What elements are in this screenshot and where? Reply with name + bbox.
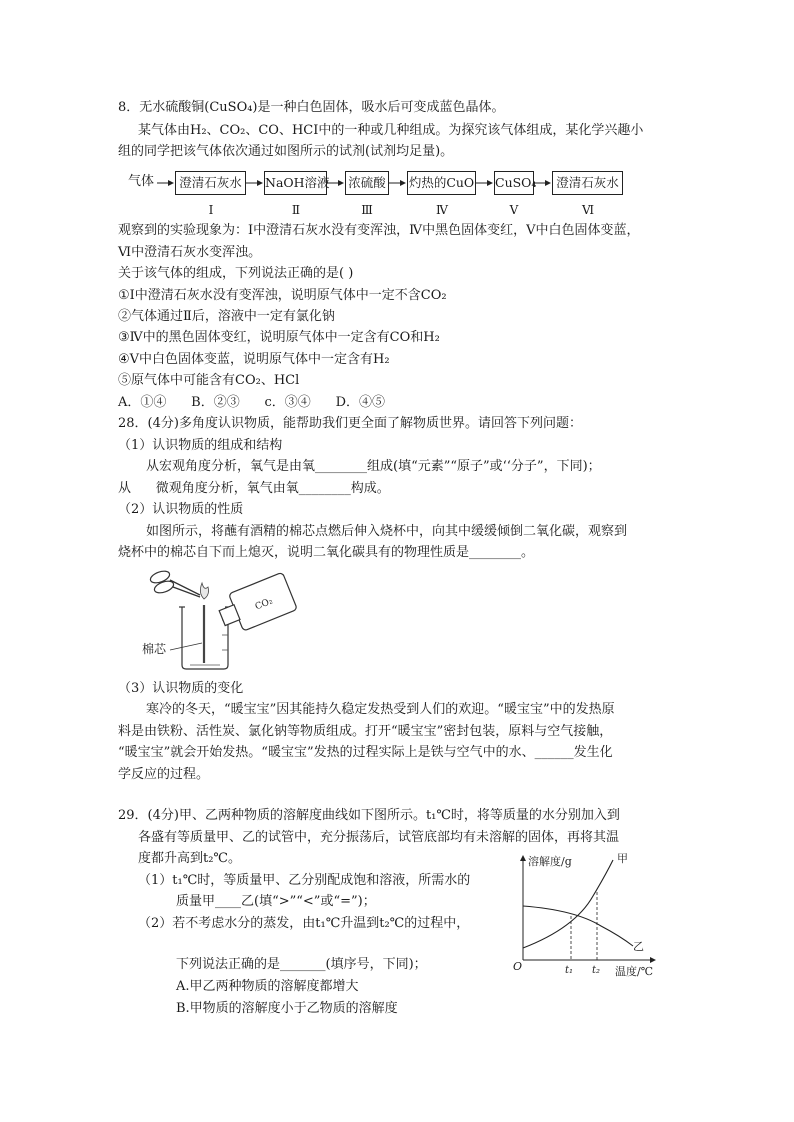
q28-text-line: “暖宝宝”就会开始发热。“暖宝宝”发热的过程实际上是铁与空气中的水、______发生化	[118, 745, 613, 760]
q8-intro: 8．无水硫酸铜(CuSO₄)是一种白色固体，吸水后可变成蓝色晶体。	[118, 100, 505, 115]
flame	[200, 583, 208, 599]
q8-text-line: 某气体由H₂、CO₂、CO、HCI中的一种或几种组成。为探究该气体组成，某化学兴趣小	[138, 123, 644, 138]
q28-heading-2: （2）认识物质的性质	[118, 502, 244, 517]
flow-numeral: Ⅳ	[436, 203, 448, 217]
flow-arrows	[0, 0, 794, 230]
q29-text-line: 各盛有等质量甲、乙的试管中，充分振荡后，试管底部均有未溶解的固体，再将其温	[138, 830, 620, 845]
q28-heading-1: （1）认识物质的组成和结构	[118, 438, 283, 453]
flow-gas-label: 气体	[128, 174, 155, 189]
y-axis-label: 溶解度/g	[528, 855, 572, 868]
flow-numeral: Ⅵ	[581, 203, 595, 217]
q28-text-line: 从宏观角度分析，氧气是由氧________组成(填“元素”“原子”或‘‘分子”，下同)；	[146, 459, 601, 474]
t1-label: t₁	[565, 965, 574, 976]
q29-sub2-cont: 下列说法正确的是_______(填序号，下同)；	[176, 957, 427, 972]
flow-numeral: Ⅱ	[291, 203, 301, 217]
curve-yi	[523, 906, 633, 946]
q28-text-line: 从 微观角度分析，氧气由氧________构成。	[118, 481, 390, 496]
q8-option-4: ④V中白色固体变蓝，说明原气体中一定含有H₂	[118, 352, 390, 367]
q28-heading-3: （3）认识物质的变化	[118, 681, 244, 696]
q28-text-line: 烧杯中的棉芯自下而上熄灭，说明二氧化碳具有的物理性质是________。	[118, 545, 535, 560]
q8-question: 关于该气体的组成，下列说法正确的是( )	[118, 266, 354, 281]
solubility-graph	[505, 848, 675, 978]
t2-label: t₂	[592, 965, 601, 976]
flow-step-2: NaOH溶液	[264, 171, 327, 195]
q28-text-line: 如图所示，将蘸有酒精的棉芯点燃后伸入烧杯中，向其中缓缓倾倒二氧化碳，观察到	[146, 524, 628, 539]
q8-text-line: 组的同学把该气体依次通过如图所示的试剂(试剂均足量)。	[118, 144, 454, 159]
q8-option-3: ③Ⅳ中的黑色固体变红，说明原气体中一定含有CO和H₂	[118, 330, 440, 345]
q29-option-b: B.甲物质的溶解度小于乙物质的溶解度	[176, 1001, 398, 1016]
q8-choices: A．①④ B．②③ c．③④ D．④⑤	[118, 395, 386, 410]
flow-numeral: Ⅲ	[361, 203, 373, 217]
co2-beaker-figure	[140, 565, 310, 680]
co2-bottle	[215, 572, 298, 636]
flow-step-1: 澄清石灰水	[175, 171, 246, 195]
q29-sub1-cont: 质量甲____乙(填“>”“<”或“=”)；	[176, 894, 376, 909]
curve-yi-label: 乙	[633, 940, 644, 953]
flow-step-4: 灼热的CuO	[407, 171, 476, 195]
flow-step-3: 浓硫酸	[345, 171, 389, 195]
q28-text-line: 寒冷的冬天，“暖宝宝”因其能持久稳定发热受到人们的欢迎。“暖宝宝”中的发热原	[146, 702, 615, 717]
x-axis-label: 温度/℃	[615, 965, 654, 978]
q8-option-2: ②气体通过Ⅱ后，溶液中一定有氯化钠	[118, 309, 335, 324]
flow-numeral: Ⅴ	[509, 203, 519, 217]
flow-step-5: CuSO₄	[494, 171, 534, 195]
origin-label: O	[513, 960, 523, 973]
q8-option-1: ①I中澄清石灰水没有变浑浊，说明原气体中一定不含CO₂	[118, 288, 447, 303]
q28-text-line: 学反应的过程。	[118, 767, 210, 782]
q8-text-line: 观察到的实验现象为：I中澄清石灰水没有变浑浊，Ⅳ中黑色固体变红，V中白色固体变蓝，	[118, 223, 640, 238]
curve-jia	[523, 860, 613, 948]
q29-option-a: A.甲乙两种物质的溶解度都增大	[176, 979, 359, 994]
q8-text-line: Ⅵ中澄清石灰水变浑浊。	[118, 245, 262, 260]
q29-intro: 29．(4分)甲、乙两种物质的溶解度曲线如下图所示。t₁℃时，将等质量的水分别加入到	[118, 808, 620, 823]
wick-label: 棉芯	[142, 642, 167, 656]
q29-sub1: （1）t₁℃时，等质量甲、乙分别配成饱和溶液，所需水的	[138, 873, 471, 888]
flow-step-6: 澄清石灰水	[552, 171, 623, 195]
bottle-label: CO₂	[253, 596, 275, 613]
flow-numeral: Ⅰ	[208, 203, 214, 217]
curve-jia-label: 甲	[617, 852, 628, 865]
q28-text-line: 料是由铁粉、活性炭、氯化钠等物质组成。打开“暖宝宝”密封包装，原料与空气接触，	[118, 724, 613, 739]
q29-sub2: （2）若不考虑水分的蒸发，由t₁℃升温到t₂℃的过程中，	[138, 916, 470, 931]
q8-option-5: ⑤原气体中可能含有CO₂、HCl	[118, 373, 300, 388]
q29-text-line: 度都升高到t₂℃。	[138, 851, 241, 866]
q28-intro: 28．(4分)多角度认识物质，能帮助我们更全面了解物质世界。请回答下列问题：	[118, 416, 582, 431]
